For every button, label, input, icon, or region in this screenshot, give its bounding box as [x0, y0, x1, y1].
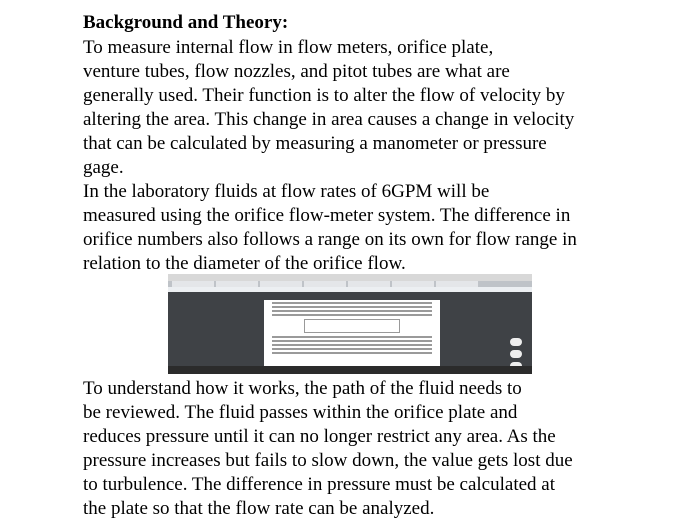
- browser-tab: [392, 281, 434, 287]
- browser-tab: [260, 281, 302, 287]
- browser-tab: [304, 281, 346, 287]
- paragraph-3: To understand how it works, the path of the fluid needs to be reviewed. The fluid passes within the orifice plate and reduces pressure until it can no longer restrict any area. As the pressure increases but fails to slow down, the value gets lost due to turbulence. The difference in pressure must be calculated at the plate so that the flow rate can be analyzed.: [83, 378, 573, 519]
- table-thumbnail: [304, 319, 400, 333]
- zoom-out-icon: [510, 350, 522, 358]
- browser-tab: [348, 281, 390, 287]
- section-heading: Background and Theory:: [83, 12, 289, 33]
- pdf-page: [264, 300, 440, 374]
- browser-tab: [436, 281, 478, 287]
- text-line: [272, 348, 432, 350]
- browser-tab-bar: [168, 281, 532, 287]
- text-line: [272, 306, 432, 308]
- browser-tab: [216, 281, 258, 287]
- dock-bar: [168, 366, 532, 374]
- pdf-viewer: [168, 292, 532, 374]
- paragraph-1: To measure internal flow in flow meters, orifice plate, venture tubes, flow nozzles, and pitot tubes are what are generally used. Their function is to alter the flow of velocity by altering the area. This change in area causes a change in velocity that can be calculated by measuring a manometer or pressure gage.: [83, 37, 575, 178]
- embedded-screenshot-image: [168, 274, 532, 374]
- paragraph-2: In the laboratory fluids at flow rates of 6GPM will be measured using the orifice flow-meter system. The difference in orifice numbers also follows a range on its own for flow range in relation to the diameter of the orifice flow.: [83, 181, 577, 274]
- text-line: [272, 340, 432, 342]
- browser-menu-bar: [168, 274, 532, 281]
- text-line: [272, 302, 432, 304]
- text-line: [272, 336, 432, 338]
- zoom-in-icon: [510, 338, 522, 346]
- text-line: [272, 314, 432, 316]
- text-line: [272, 344, 432, 346]
- browser-tab: [172, 281, 214, 287]
- text-line: [272, 310, 432, 312]
- text-line: [272, 352, 432, 354]
